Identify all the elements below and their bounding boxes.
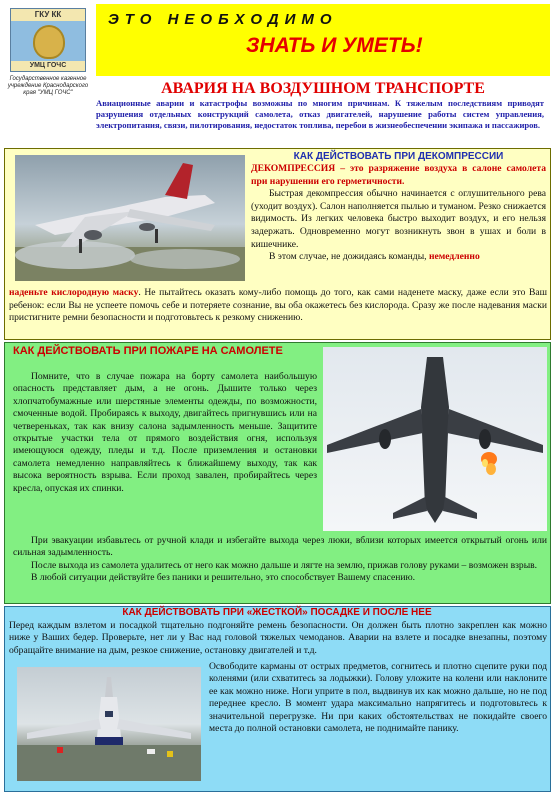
logo-caption: Государственное казенное учреждение Краснодарского края "УМЦ ГОЧС": [7, 76, 89, 96]
hard-landing-paragraph-2: Освободите карманы от острых предметов, согнитесь и плотно сцепите руки под коленями (или схватитесь за лодыжки). Голову уложите на колени или наклоните ее как можно ниже. Ноги уприте в пол, выдвинув их как можно дальше, но не под переднее кресло. В момент удара максимально напрягитесь и подготовьтесь к значительной перегрузке. Ни при каких обстоятельствах не покидайте своего места до полной остановки самолета, не поднимайте панику.: [209, 661, 547, 735]
logo-bottom-band: УМЦ ГОЧС: [11, 61, 85, 71]
emergency-landing-photo: [17, 667, 201, 781]
decompression-p2-rest: . Не пытайтесь оказать кому-либо помощь до того, как сами наденете маску, даже если это Ваш ребенок: если Вы не успеете помочь себе и потеряете сознание, вы оба окажетесь без кислорода. Сразу же после надевания маски пристигните ремни безопасности и подготовьтесь к резкому снижению.: [9, 287, 547, 324]
shield-emblem-icon: [10, 8, 86, 72]
banner-line-2: ЗНАТЬ И УМЕТЬ!: [246, 34, 423, 57]
burning-airplane-photo: [323, 347, 547, 531]
banner-line-1: ЭТО НЕОБХОДИМО: [108, 11, 338, 28]
hard-landing-heading: КАК ДЕЙСТВОВАТЬ ПРИ «ЖЕСТКОЙ» ПОСАДКЕ И ПОСЛЕ НЕЕ: [122, 607, 432, 618]
decompression-paragraph-2: [9, 287, 547, 325]
decompression-definition: – это разряжение воздуха в салоне самолета при нарушении его герметичности.: [251, 163, 546, 187]
decompression-heading: КАК ДЕЙСТВОВАТЬ ПРИ ДЕКОМПРЕССИИ: [293, 151, 504, 162]
intro-paragraph: Авиационные аварии и катастрофы возможны по многим причинам. К тяжелым последствиям приводят разрушения отдельных конструкций самолета, отказ двигателей, нарушение работы систем управления, электропитания, связи, пилотирования, недостаток топлива, перебои в жизнеобеспечении экипажа и пассажиров.: [96, 98, 544, 130]
fire-paragraph-1: Помните, что в случае пожара на борту самолета наибольшую опасность представляет дым, а не огонь. Дышите только через хлопчатобумажные или шерстяные элементы одежды, по возможности, смоченные водой. Пробираясь к выходу, двигайтесь пригнувшись или на четвереньках, так как внизу салона задымленность меньше. Защитите открытые участки тела от прямого воздействия огня, используя имеющуюся одежду, пледы и т.д. После приземления и остановки самолета немедленно направляйтесь к ближайшему выходу, так как высока вероятность взрыва. Если проход завален, пробирайтесь через кресла, опуская их спинки.: [13, 371, 317, 494]
fire-text: [13, 371, 317, 495]
organization-logo: [4, 4, 92, 108]
decompression-p2-urgent: немедленно: [428, 251, 480, 263]
hard-landing-section: [4, 606, 551, 792]
fire-section: [4, 342, 551, 604]
decompression-term: ДЕКОМПРЕССИЯ: [251, 163, 336, 174]
airplane-takeoff-photo: [15, 155, 245, 281]
oxygen-mask-instruction: наденьте кислородную маску: [9, 287, 139, 298]
fire-heading: КАК ДЕЙСТВОВАТЬ ПРИ ПОЖАРЕ НА САМОЛЕТЕ: [13, 345, 283, 357]
fire-paragraph-3: После выхода из самолета удалитесь от него как можно дальше и лягте на землю, прижав голову руками – возможен взрыв.: [31, 559, 538, 571]
decompression-text: [251, 163, 546, 264]
logo-top-band: ГКУ КК: [11, 9, 85, 21]
fire-paragraph-4: В любой ситуации действуйте без паники и решительно, это способствует Вашему спасению.: [31, 572, 416, 584]
header-banner: [96, 4, 550, 76]
eagle-emblem-icon: [33, 25, 65, 59]
decompression-section: [4, 148, 551, 340]
fire-paragraphs-wide: [13, 535, 547, 585]
page-title: АВАРИЯ НА ВОЗДУШНОМ ТРАНСПОРТЕ: [161, 80, 485, 97]
decompression-p2-start: В этом случае, не дожидаясь команды,: [269, 251, 429, 263]
decompression-paragraph-1: Быстрая декомпрессия обычно начинается с оглушительного рева (уходит воздух). Салон наполняется пылью и туманом. Резко снижается видимость. Из легких человека быстро выходит воздух, и его нельзя задержать. Одновременно могут возникнуть звон в ушах и боли в кишечнике.: [251, 188, 546, 250]
hard-landing-paragraph-1: Перед каждым взлетом и посадкой тщательно подгоняйте ремень безопасности. Он должен быть плотно закреплен как можно ниже у Ваших бедер. Проверьте, нет ли у Вас над головой тяжелых чемоданов. Аварии на взлете и посадке внезапны, поэтому обращайте внимание на дым, резкое снижение, остановку двигателей и т.д.: [9, 620, 547, 656]
burning-airplane-icon: [323, 347, 547, 531]
fire-paragraph-2: При эвакуации избавьтесь от ручной клади и избегайте выхода через люки, вблизи которых имеется открытый огонь или сильная задымленность.: [13, 535, 547, 559]
airplane-takeoff-icon: [15, 155, 245, 281]
emergency-landing-icon: [17, 667, 201, 781]
